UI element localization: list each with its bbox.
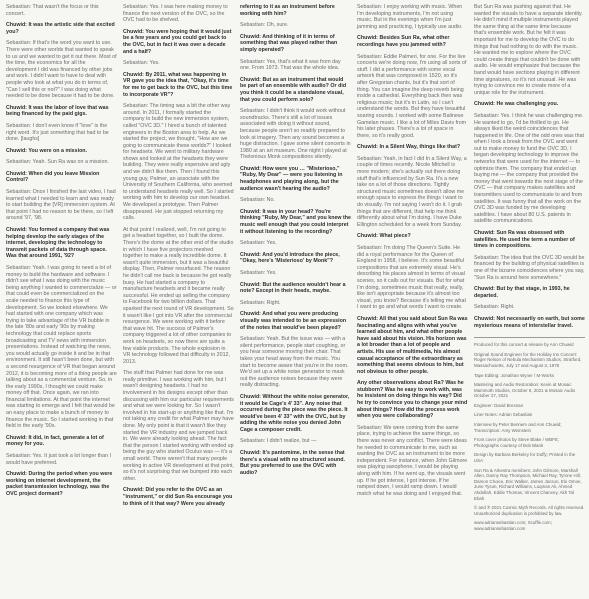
answer-paragraph: Sebastian: Yes. I think he was challenging me. He wanted to go, I'd be thrilled to go. He always liked the weird coincidences that happened in life. One of the odd ones was that when I took a break from the OVC and went out to make money to fund the OVC 3D, I began developing technology to improve the networks that were used for the internet — to optimize them. The company that ended up buying me — the company that provided the money that went towards the next stage of the OVC — that company makes satellites and transmitters used to communicate to and from satellites. It was funny that all the work on the OVC 3D was funded by me developing satellites. I have about 80 U.S. patents in satellite communications. [474, 112, 585, 225]
credit-line: Original Sound Engineer for the Holiday Inn Concert: Roger Nelson of Nebula Mechanism Studios, Stratford, Massachusetts, July 17 and August 3, 1978 [474, 351, 582, 368]
interviewer-question: Chuwid: When did you leave Mission Control? [6, 170, 100, 184]
interviewer-question: Chuwid: And you'd introduce the piece, "Okay, here's 'Misterioso' by Monk"? [240, 251, 340, 265]
answer-paragraph: Sebastian: Right. [240, 299, 281, 306]
interviewer-question: Any other observations about Ra? Was he stubborn? Was he easy to work with, was he insistent on doing things his way? Did he try to convince you to change your mind about things? How did the process work when you were collaborating? [357, 380, 468, 420]
interviewer-question: Chuwid: It was the labor of love that was being financed by the paid gigs. [6, 104, 109, 118]
answer-paragraph: Sebastian: Yes, that's what it was from day one. From 1973. That was the whole idea. [240, 58, 341, 72]
text-column-1 [6, 4, 117, 595]
credits-block [474, 342, 585, 531]
interviewer-question: Chuwid: But as an instrument that would be part of an ensemble with audio? Or did you think it could be a standalone visual, that you could perform solo? [240, 76, 347, 103]
credit-line: Produced for this concert & release by Ann Chuwid [474, 342, 574, 348]
answer-paragraph: Sebastian: Yeah. Sun Ra was on a mission. [6, 159, 109, 166]
answer-paragraph: Sebastian: I didn't realize, but — [240, 438, 317, 445]
divider [474, 337, 585, 338]
text-column-2 [123, 4, 234, 595]
answer-paragraph: Sebastian: Right. [474, 304, 515, 311]
interviewer-question: Chuwid: During the period when you were working on internet development, the packet transmission technology, was the OVC project dormant? [6, 471, 113, 497]
interviewer-question: Chuwid: You were on a mission. [6, 147, 88, 154]
answer-paragraph: Sebastian: No. [240, 197, 275, 204]
interviewer-question: Chuwid: You were hoping that it would just be a few years and you could get back to the OVC, but in fact it was over a decade and a half? [123, 28, 232, 55]
text-column-3 [240, 4, 351, 595]
answer-paragraph: Sebastian: If that's the word you want to use. There were other worlds that wanted to speak to us and we wanted to get it out there. Most of the time, the economics for all the development I did was financed by other jobs and work. I didn't want to have to deal with people who look at what you do in terms of, "Can I sell this or not?" I was doing what needed to be done because it had to be done. [6, 40, 117, 100]
answer-paragraph: Sebastian: Yeah. I was going to need a lot of money to build the hardware and software. I didn't see what I was doing with the music being anything I wanted to commercialize — or that could even be commercialized on the scale needed to finance this type of development. So we looked elsewhere. We had started with one company which was trying to take advantage of the VR bubble in the late '80s and early '90s by making technology that could replace sports broadcasting and TV news with immersion presentations. Instead of watching the news, you would actually go inside it and be in that environment. It still hasn't been done, but with a second resurgence of VR that began around 2012, it is becoming more of a thing people are talking about as a commercial venture. So, in the early 1990s, I thought we could make money off that. Once again, we ran into financial limitations. At that point the internet was starting to emerge and I felt that would be an easy place to make a bunch of money to finance the music. So I started working in that field in the early '90s. [6, 265, 117, 430]
interviewer-question: Chuwid: It's pantomime, in the sense that there's a visual with no structured sound. But you preferred to use the OVC with audio? [240, 450, 345, 476]
interviewer-question: Chuwid: It was the artistic side that excited you? [6, 22, 115, 35]
interviewer-question: Chuwid: But by that stage, in 1993, he departed. [474, 286, 570, 299]
answer-paragraph: At that point I realized, well, I'm not going to get a headset together, so I built the dome. There's the dome at the other end of the studio in which I have five projectors meshed together to make a really incredible dome. It wasn't quite immersion, but it was a beautiful display. Then, Palmer resurfaced. The reason he didn't call me back is because he got really busy. He had started a company to manufacture headsets and it became really successful. He ended up selling the company to Facebook for two billion dollars. That sparked the next round of VR development. So it wasn't like I got into VR after the commercial resurgence. We were working with it before that wave hit. The success of Palmer's company triggered a lot of other companies to work on headsets, so now there are quite a few viable products. The whole explosion in VR technology followed that difficulty in 2012, 2013. [123, 226, 234, 365]
answer-paragraph: Sebastian: Yes. [240, 270, 277, 276]
answer-paragraph: Sebastian: The timing was a bit the other way around. In 2011, I formally started the company to build the new immersion system, called "OVC 3D." I hired a bunch of talented engineers in the Boston area to help. As we started the project, we thought, "How are we going to communicate these worlds?" I looked for headsets. We went to military hardware shows and looked at the headsets they were building. They were really expensive and ugly and we didn't like them. Then I found this young guy, Palmer, an associate with the University of Southern California, who seemed to understand headsets really well. So I started working with him to develop our own headset. We developed a prototype. Then Palmer disappeared. He just stopped returning my calls. [123, 103, 234, 222]
answer-paragraph: Sebastian: The idea that the OVC 3D would be financed by the building of physical satellites is one of the bizarre coincidences where you say, "Sun Ra is around here somewhere." [474, 254, 585, 281]
credit-line: Tape Editing: Jonathan Wyner / M-Works [474, 372, 555, 378]
credit-line: Sun Ra & Arkestra members: John Gilmore, Marshall Allen, Danny Ray Thompson, Michael Ray, Tyrone Hill, Damon Choice, Eric Walker, James Jacson, Elo Omoe, June Tyson, Richard Williams, Luqman Ali, Ahmed Abdullah, Eddie Thomas, Vincent Chancey, Akh Tal Ebah [474, 467, 582, 501]
answer-paragraph: Sebastian: Once I finished the last video, I had learned what I needed to learn and was ready to start building the [VR] immersion system. At that point I had no reason to be there, so I left around '97, '98. [6, 189, 116, 222]
interviewer-question: Chuwid: Not necessarily on earth, but some mysterious means of interstellar travel. [474, 315, 585, 329]
interviewer-question: Chuwid: He was challenging you. [474, 101, 559, 108]
answer-paragraph: The stuff that Palmer had done for me was really primitive. I was working with him, but I wasn't designing headsets. I had no involvement in his designs except other than discussing with him our particular requirements and what we were looking for. So I wasn't involved in his start-up or anything like that. I'm not taking any credit for what Palmer may have done. My only point is that it wasn't like they started the VR industry and we jumped back in. We were already looking ahead. The fact that the person I started working with ended up being the guy who started Oculus was — it's a small world. There weren't that many people working in active VR development at that point, so it's not surprising that we bumped into each other. [123, 370, 234, 482]
credit-line: Liner Notes: Adrian Sebastian [474, 412, 533, 418]
answer-paragraph: Sebastian: That wasn't the focus or this concert. [6, 4, 99, 17]
answer-paragraph: Sebastian: Yeah. But the issue was — with a silent performance, people start coughing, or you hear someone moving their chair. That takes your head away from the music. You start to become aware that you're in the room. We'd set up a white noise generator to mask out the audience noises because they were really distracting. [240, 336, 349, 389]
answer-paragraph: Sebastian: I didn't think it would work without soundtracks. There's still a lot of issues associated with doing it without sound, because people aren't so readily prepared to look at imagery. Then any sound becomes a huge distraction. I gave some silent concerts in 1980 at an art museum. One night I played at Thelonious Monk compositions silently. [240, 108, 351, 161]
answer-paragraph: Sebastian: Oh, sure. [240, 22, 289, 29]
credit-line: Engineer: David Bresnan [474, 402, 524, 408]
credit-line: Front cover photos by Steve Blake / WBFE; Photographs courtesy of Bob Blank [474, 437, 560, 448]
interviewer-question: Chuwid: Without the white noise generator, it would be Cage's 4' 33". Any noise that occurred during the piece was the piece. It would've been 4' 33" with the OVC, but by adding the white noise you denied John Cage a composer credit. [240, 393, 350, 433]
answer-paragraph: Sebastian: Yes. [240, 240, 277, 247]
interviewer-question: Chuwid: But the audience wouldn't hear a note? Except in their heads, maybe. [240, 281, 346, 295]
answer-paragraph: Sebastian: Yes. [123, 60, 160, 67]
interviewer-question: Chuwid: What piece? [357, 233, 411, 240]
answer-paragraph: Sebastian: Yeah, in fact I did In a Silent Way, a couple of times recently. Nicole Mitchell is more modern; she's actually out there doing stuff that's influenced by Sun Ra. It's a new take on a lot of those directions. Tightly structured music sometimes doesn't allow me enough space to express the things I want to do visually. I'm not saying I won't do it. I grab things that are different, that help me think differently about what I'm doing. I have Duke Ellington scheduled for a week from Sunday. [357, 155, 467, 228]
interviewer-question: Chuwid: Besides Sun Ra, what other recordings have you jammed with? [357, 35, 450, 48]
credit-line: Design by Barbara Berkeley for Duffy; Printed in the USA [474, 452, 576, 464]
text-column-5 [474, 4, 585, 595]
answer-paragraph: Sebastian: I enjoy working with music. When I'm developing instruments, I'm not using music. But in the evenings when I'm just jamming and practicing, I typically use audio. [357, 4, 463, 30]
interviewer-question: referring to it as an instrument before working with him? [240, 4, 335, 17]
interviewer-question: Chuwid: You formed a company that was helping develop the early stages of the internet, developing the technology to transmit packets of data through space. Was that around 1991, '92? [6, 227, 110, 260]
interviewer-question: Chuwid: Sun Ra was obsessed with satellites. He used the term a number of times in compositions. [474, 230, 575, 250]
answer-paragraph: Sebastian: We were coming from the same place, trying to achieve the same things, so there was never any conflict. There were ideas he needed to communicate to me, such as wanting the OVC as an instrument to be more independent. For instance, when John Gilmore was playing saxophone, I would be playing along with him. If he went up, the visuals went up. If he got intense, I got intense. If he ramped down, I would ramp down. I would match what he was doing and I enjoyed that. [357, 424, 468, 497]
interviewer-question: Chuwid: It did, in fact, generate a lot of money for you. [6, 434, 104, 448]
answer-paragraph: Sebastian: I don't even know if "love" is the right word. It's just something that had to be done. [laughs] [6, 122, 109, 143]
credit-line: www.adriansebastian.com; Scuffle.com; www.adriansebastian.com [474, 520, 552, 531]
credit-line: Interview by Peter Bennem and Ann Chuwid; Transcription: Amy Weinstein [474, 422, 562, 433]
answer-paragraph: Sebastian: Yes. I was here making money to finance the next version of the OVC, so the OVC had to be shelved. [123, 4, 228, 24]
interviewer-question: Chuwid: And what you were producing visually was intended to be an expression of the notes that would've been played? [240, 311, 347, 331]
credit-line: Mastering and Audio Restoration: Kevin at Mosaic Mammoth Studios, October 8, 2021 & Mosaic Audio October 27, 2021 [474, 382, 576, 399]
credit-line: © and ® 2021 Cosmic Myth Records. All rights reserved. Unauthorized duplication is prohibited by law. [474, 505, 585, 516]
answer-paragraph: But Sun Ra was pushing against that. He wanted the visuals to have a separate identity. He didn't mind if multiple instruments played the same thing at the same time because that's ensemble work. But he felt it was important for me to develop the OVC to do things that had nothing to do with the music. He wanted me to explore where the OVC could create things that couldn't be done with audio. He would emphasize that because the band would have sections playing in different time signatures, so it's not unusual. He was trying to convince me to create more of a unique role for the instrument. [474, 4, 583, 96]
interview-text [474, 4, 585, 329]
interviewer-question: Chuwid: And thinking of it in terms of something that was played rather than simply operated? [240, 33, 338, 53]
interviewer-question: Chuwid: Did you refer to the OVC as an "instrument," or did Sun Ra encourage you to think of it that way? Were you already [123, 487, 233, 507]
interviewer-question: Chuwid: By 2011, what was happening in VR gave you the idea that, "Okay, it's time for me to get back to the OVC, but this time to incorporate VR"? [123, 71, 233, 98]
text-column-4 [357, 4, 468, 595]
answer-paragraph: Sebastian: Yes. It just took a lot longer than I would have preferred. [6, 453, 112, 466]
interviewer-question: Chuwid: In a Silent Way, things like that? [357, 144, 461, 151]
answer-paragraph: Sebastian: I'm doing The Queen's Suite. He did a royal performance for the Queen of England in 1958, I believe. It's some beautiful compositions that are extremely visual. He's describing his places almost in terms of visual scenes, so it calls out for visuals. But for what I'm doing, sometimes music that really, really, like isn't appropriate because it's almost too visual, you know? Because it's telling me what I want to go and what words I want to create. [357, 245, 466, 311]
interviewer-question: Chuwid: How were you … "Misterioso," "Ruby, My Dear" — were you listening in headphones and playing along, but the audience wasn't hearing the audio? [240, 165, 343, 192]
interviewer-question: Chuwid: It was in your head? You're thinking "Ruby, My Dear," and you knew the music well enough that you could interpret it without listening to the recording? [240, 208, 352, 235]
interviewer-question: Chuwid: All that you said about Sun Ra was fascinating and aligns with what you've learned about him, and what other people have said about his vision. His horizon was a lot broader than a lot of people and artists. His use of multimedia, his almost casual acceptance of the extraordinary as something that seems obvious to him, but not obvious to other people. [357, 315, 468, 375]
answer-paragraph: Sebastian: Eddie Palmeri, for one. For the live concerts we're doing now, I'm using all sorts of stuff. I did a performance with some vocal artwork that was composed in 1520, so it's after Gregorian chants, but it's that sort of thing. You can imagine the deep reverb being inside a cathedral. Everything back then was religious music; but it's in Latin, so I can't understand the words. But they have beautiful soaring sounds. I worked with some Balinese Gamelan music. I like a lot of Miles Davis from his later phases. There's a lot of space in there, so it's really good. [357, 53, 467, 139]
